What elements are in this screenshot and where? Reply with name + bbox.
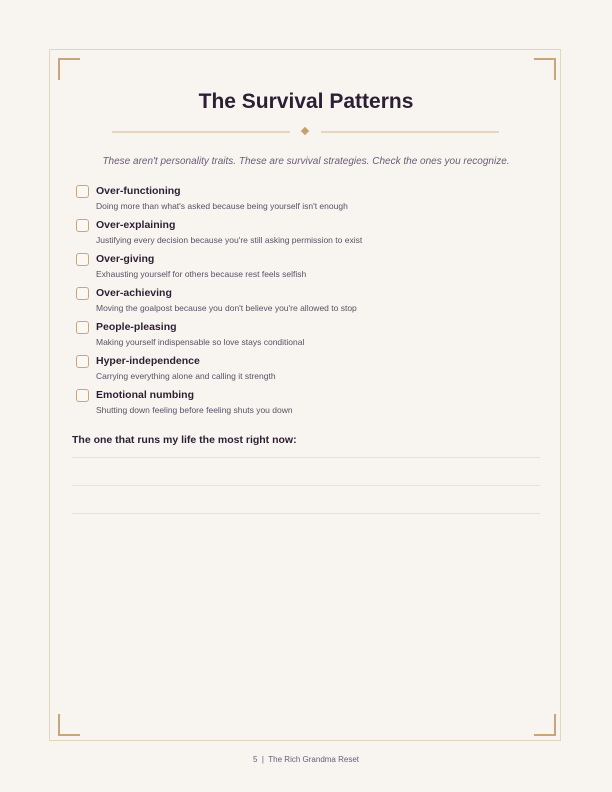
checkbox[interactable] [76, 389, 89, 402]
answer-line[interactable] [72, 457, 540, 458]
corner-ornament-top-right [534, 58, 556, 80]
page-footer [0, 755, 612, 764]
pattern-description: Moving the goalpost because you don't believe you're allowed to stop [96, 303, 357, 313]
corner-ornament-bottom-right [534, 714, 556, 736]
pattern-name: Over-functioning [96, 185, 181, 197]
corner-ornament-bottom-left [58, 714, 80, 736]
page-number: 5 [253, 755, 258, 764]
writing-prompt: The one that runs my life the most right now: [72, 434, 297, 446]
pattern-description: Carrying everything alone and calling it strength [96, 371, 276, 381]
answer-line[interactable] [72, 513, 540, 514]
corner-ornament-top-left [58, 58, 80, 80]
checkbox[interactable] [76, 287, 89, 300]
pattern-name: Over-giving [96, 253, 155, 265]
pattern-name: People-pleasing [96, 321, 177, 333]
book-title: The Rich Grandma Reset [268, 755, 359, 764]
pattern-description: Justifying every decision because you're still asking permission to exist [96, 235, 363, 245]
checkbox[interactable] [76, 219, 89, 232]
footer-separator: | [261, 755, 264, 764]
pattern-description: Shutting down feeling before feeling shuts you down [96, 405, 293, 415]
pattern-name: Over-achieving [96, 287, 172, 299]
checkbox[interactable] [76, 253, 89, 266]
page-title: The Survival Patterns [198, 90, 414, 113]
pattern-description: Making yourself indispensable so love stays conditional [96, 337, 305, 347]
checkbox[interactable] [76, 185, 89, 198]
title-divider-left [112, 131, 290, 133]
pattern-name: Hyper-independence [96, 355, 200, 367]
pattern-name: Emotional numbing [96, 389, 194, 401]
pattern-description: Doing more than what's asked because being yourself isn't enough [96, 201, 348, 211]
title-divider-right [321, 131, 499, 133]
intro-text: These aren't personality traits. These are survival strategies. Check the ones you recognize. [102, 156, 510, 167]
checkbox[interactable] [76, 355, 89, 368]
answer-line[interactable] [72, 485, 540, 486]
checkbox[interactable] [76, 321, 89, 334]
pattern-description: Exhausting yourself for others because rest feels selfish [96, 269, 307, 279]
pattern-name: Over-explaining [96, 219, 176, 231]
